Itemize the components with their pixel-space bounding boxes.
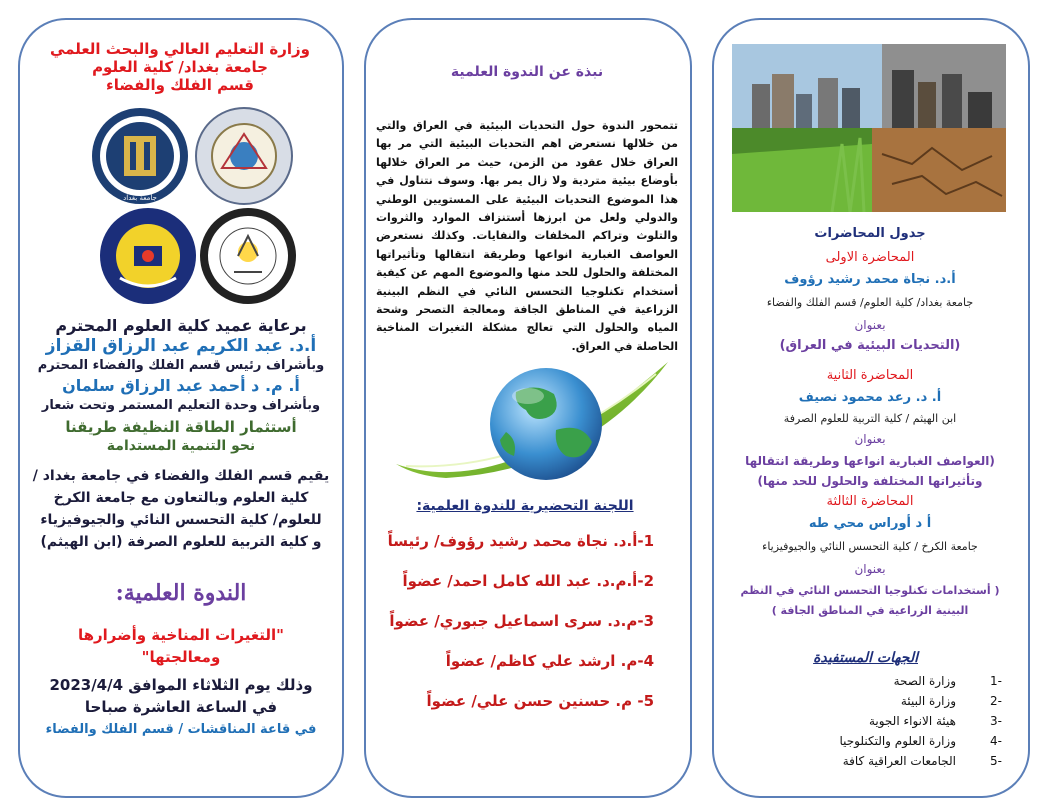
lecture-2-label: المحاضرة الثانية [826, 368, 914, 383]
logo-text: جامعة بغداد [123, 194, 157, 202]
lecture-1-speaker: أ.د. نجاة محمد رشيد رؤوف [784, 272, 956, 287]
lecture-3-speaker: أ د أوراس محي طه [808, 516, 932, 531]
lecture-3-topic-line-1: ( أستخدامات تكنلوجيا التحسس النائي في النظم [740, 584, 1000, 597]
organizer-line-1: يقيم قسم الفلك والفضاء في جامعة بغداد / [32, 468, 330, 484]
beneficiary-number: 5- [990, 754, 1002, 768]
date-line: وذلك يوم الثلاثاء الموافق 2023/4/4 [49, 676, 313, 694]
beneficiary-text: وزارة العلوم والتكنلوجيا [839, 734, 956, 748]
about-seminar-paragraph: تتمحور الندوة حول التحديات البيئية في العراق والتي من خلالها نستعرض اهم التحديات البيئية التي مر بها العراق خلال عقود من الزمن، حيث مر العراق خلالها بأوضاع بيئية متردية ولا زال يمر بها. وسوف نتناول في هذا الموضوع التحديات البيئية على المستويين الوطني والدولي ولعل من ابرزها أستنزاف الموارد والثروات والتلوث وتراكم المخلفات والنفايات. وكذلك نستعرض العواصف الغبارية انواعها وطريقة انتقالها وتأثيراتها المختلفة والحلول للحد منها والموضوع المهم عن كيفية أستخدام تكنلوجيا التحسس النائي في النظم البينية الزراعية في المناطق الجافة ومعالجة التصحر وشحة المياه والحلول التي تعالج مشكلة التغيرات المناخية الحاصلة في العراق. [376, 119, 678, 353]
venue-line: في قاعة المناقشات / قسم الفلك والفضاء [45, 722, 317, 737]
beneficiary-number: 3- [990, 714, 1002, 728]
ibn-al-haitham-logo [198, 206, 298, 306]
university-title: جامعة بغداد/ كلية العلوم [92, 58, 268, 76]
slogan-line-1: أستثمار الطاقة النظيفة طريقنا [65, 418, 297, 436]
climate-change-image [732, 44, 1006, 212]
lecture-3-by: بعنوان [854, 562, 886, 576]
lecture-2-by: بعنوان [854, 432, 886, 446]
lecture-3-topic-line-2: البينية الزراعية في المناطق الجافة ) [771, 604, 969, 617]
committee-member-1: 1-أ.د. نجاة محمد رشيد رؤوف/ رئيساً [387, 532, 654, 550]
beneficiary-text: هيئة الانواء الجوية [868, 714, 956, 728]
right-panel [712, 18, 1030, 798]
head-name: أ. م. د أحمد عبد الرزاق سلمان [62, 376, 300, 395]
committee-member-5: 5- م. حسنين حسن علي/ عضواً [426, 692, 654, 710]
lecture-1-by: بعنوان [854, 318, 886, 332]
lecture-2-topic-line-1: (العواصف الغبارية انواعها وطريقة انتقالها [745, 454, 995, 468]
dean-name: أ.د. عبد الكريم عبد الرزاق القزاز [45, 336, 317, 356]
lecture-1-label: المحاضرة الاولى [825, 250, 915, 265]
organizer-line-3: للعلوم/ كلية التحسس النائي والجيوفيزياء [40, 512, 322, 528]
beneficiary-number: 4- [990, 734, 1002, 748]
organizer-line-4: و كلية التربية للعلوم الصرفة (ابن الهيثم) [40, 534, 322, 550]
patronage-text: برعاية عميد كلية العلوم المحترم [55, 316, 307, 335]
lecture-3-label: المحاضرة الثالثة [826, 494, 914, 509]
supervision-text-1: وبأشراف رئيس قسم الفلك والفضاء المحترم [37, 358, 325, 373]
lecture-1-topic: (التحديات البيئية في العراق) [779, 338, 961, 353]
committee-title: اللجنة التحضيرية للندوة العلمية: [416, 498, 634, 514]
department-title: قسم الفلك والفضاء [106, 76, 254, 94]
lecture-2-speaker: أ. د. رعد محمود نصيف [798, 390, 942, 405]
slogan-line-2: نحو التنمية المستدامة [106, 438, 256, 454]
seminar-label: الندوة العلمية: [115, 580, 247, 606]
beneficiary-text: وزارة الصحة [893, 674, 956, 688]
university-of-baghdad-logo [88, 106, 192, 206]
ministry-title: وزارة التعليم العالي والبحث العلمي [49, 40, 311, 58]
time-line: في الساعة العاشرة صباحا [84, 698, 278, 716]
left-panel [18, 18, 344, 798]
committee-member-3: 3-م.د. سرى اسماعيل جبوري/ عضواً [389, 612, 654, 630]
college-of-science-logo [192, 106, 296, 206]
lecture-2-topic-line-2: وتأثيراتها المختلفة والحلول للحد منها) [757, 474, 983, 488]
beneficiary-number: 2- [990, 694, 1002, 708]
middle-panel [364, 18, 692, 798]
beneficiary-text: وزارة البيئة [900, 694, 956, 708]
beneficiaries-title: الجهات المستفيدة [813, 650, 918, 666]
committee-member-2: 2-أ.م.د. عبد الله كامل احمد/ عضواً [402, 572, 654, 590]
lecture-2-affiliation: ابن الهيثم / كلية التربية للعلوم الصرفة [783, 412, 957, 425]
committee-member-4: 4-م. ارشد علي كاظم/ عضواً [445, 652, 654, 670]
beneficiary-number: 1- [990, 674, 1002, 688]
seminar-title-line-1: "التغيرات المناخية وأضرارها [77, 626, 284, 644]
schedule-title: جدول المحاضرات [814, 226, 926, 241]
lecture-3-affiliation: جامعة الكرخ / كلية التحسس النائي والجيوفيزياء [762, 540, 978, 553]
lecture-1-affiliation: جامعة بغداد/ كلية العلوم/ قسم الفلك والفضاء [766, 296, 974, 309]
supervision-text-2: وبأشراف وحدة التعليم المستمر وتحت شعار [41, 398, 321, 413]
globe-leaf-illustration [386, 352, 676, 490]
seminar-title-line-2: ومعالجتها" [141, 648, 221, 666]
about-seminar-title: نبذة عن الندوة العلمية [450, 64, 604, 80]
remote-sensing-college-logo [98, 206, 198, 306]
beneficiary-text: الجامعات العراقية كافة [842, 754, 956, 768]
organizer-line-2: كلية العلوم وبالتعاون مع جامعة الكرخ [53, 490, 309, 506]
